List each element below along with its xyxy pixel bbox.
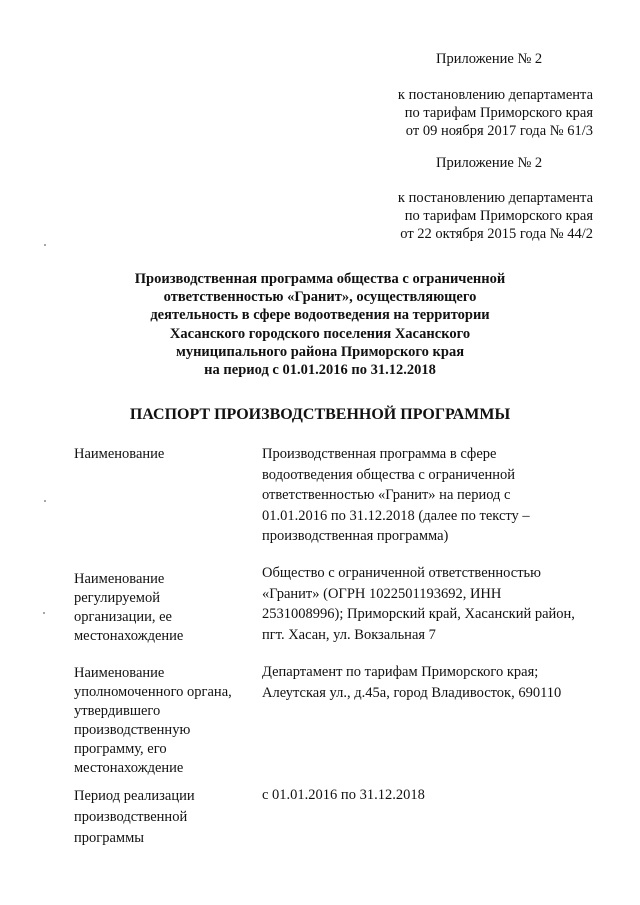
field-label-line: программу, его bbox=[74, 741, 167, 757]
field-label-line: производственной bbox=[74, 809, 188, 825]
field-label-line: местонахождение bbox=[74, 760, 184, 776]
decree-line: от 22 октября 2015 года № 44/2 bbox=[400, 226, 593, 242]
passport-heading: ПАСПОРТ ПРОИЗВОДСТВЕННОЙ ПРОГРАММЫ bbox=[129, 406, 511, 423]
decree-line: к постановлению департамента bbox=[397, 190, 593, 206]
field-label-line: Наименование bbox=[74, 665, 165, 681]
title-line: ответственностью «Гранит», осуществляющего bbox=[163, 289, 477, 306]
field-label-line: уполномоченного органа, bbox=[74, 684, 232, 700]
field-value-line: Алеутская ул., д.45а, город Владивосток, 690110 bbox=[262, 684, 562, 701]
field-value-line: 2531008996); Приморский край, Хасанский район, bbox=[262, 606, 575, 623]
field-value-line: Департамент по тарифам Приморского края; bbox=[262, 664, 539, 680]
field-value-line: ответственностью «Гранит» на период с bbox=[262, 487, 511, 504]
field-value-line: Производственная программа в сфере bbox=[262, 446, 497, 462]
field-value-line: производственная программа) bbox=[262, 528, 449, 545]
decree-line: к постановлению департамента bbox=[397, 87, 593, 103]
appendix-label-2: Приложение № 2 bbox=[436, 155, 543, 171]
field-value-name bbox=[262, 444, 602, 547]
title-line: Производственная программа общества с ограниченной bbox=[134, 271, 506, 287]
field-label-line: регулируемой bbox=[74, 590, 160, 606]
field-label-line: Наименование bbox=[74, 446, 165, 462]
scan-speck bbox=[44, 500, 46, 502]
field-value-line: 01.01.2016 по 31.12.2018 (далее по тексту – bbox=[262, 507, 530, 524]
field-value-line: «Гранит» (ОГРН 1022501193692, ИНН bbox=[262, 585, 502, 602]
field-label-line: местонахождение bbox=[74, 628, 184, 644]
field-value-period bbox=[262, 785, 602, 806]
decree-line: от 09 ноября 2017 года № 61/3 bbox=[405, 123, 593, 139]
title-line: муниципального района Приморского края bbox=[175, 343, 465, 360]
field-value-line: Общество с ограниченной ответственностью bbox=[262, 565, 541, 581]
field-value-organization bbox=[262, 563, 602, 645]
field-label-line: Наименование bbox=[74, 571, 165, 587]
decree-reference-2 bbox=[398, 189, 593, 243]
field-value-line: пгт. Хасан, ул. Вокзальная 7 bbox=[262, 626, 436, 643]
document-title bbox=[80, 270, 560, 379]
decree-reference-1 bbox=[398, 86, 593, 140]
field-label-line: Период реализации bbox=[74, 788, 195, 804]
decree-line: по тарифам Приморского края bbox=[404, 105, 593, 121]
title-line: на период с 01.01.2016 по 31.12.2018 bbox=[204, 362, 436, 379]
title-line: деятельность в сфере водоотведения на территории bbox=[150, 307, 490, 324]
decree-line: по тарифам Приморского края bbox=[404, 208, 593, 224]
field-label-period bbox=[74, 786, 254, 849]
field-label-line: утвердившего bbox=[74, 703, 161, 719]
field-value-line: с 01.01.2016 по 31.12.2018 bbox=[262, 787, 425, 803]
field-label-authority bbox=[74, 664, 254, 778]
scan-speck bbox=[43, 612, 45, 614]
field-value-line: водоотведения общества с ограниченной bbox=[262, 466, 516, 483]
scan-speck bbox=[44, 244, 46, 246]
field-value-authority bbox=[262, 662, 602, 703]
field-label-line: производственную bbox=[74, 722, 191, 738]
title-line: Хасанского городского поселения Хасанского bbox=[169, 325, 471, 342]
field-label-organization bbox=[74, 570, 254, 646]
field-label-name bbox=[74, 445, 254, 464]
field-label-line: программы bbox=[74, 830, 144, 846]
field-label-line: организации, ее bbox=[74, 609, 172, 625]
appendix-label-1: Приложение № 2 bbox=[436, 51, 543, 67]
